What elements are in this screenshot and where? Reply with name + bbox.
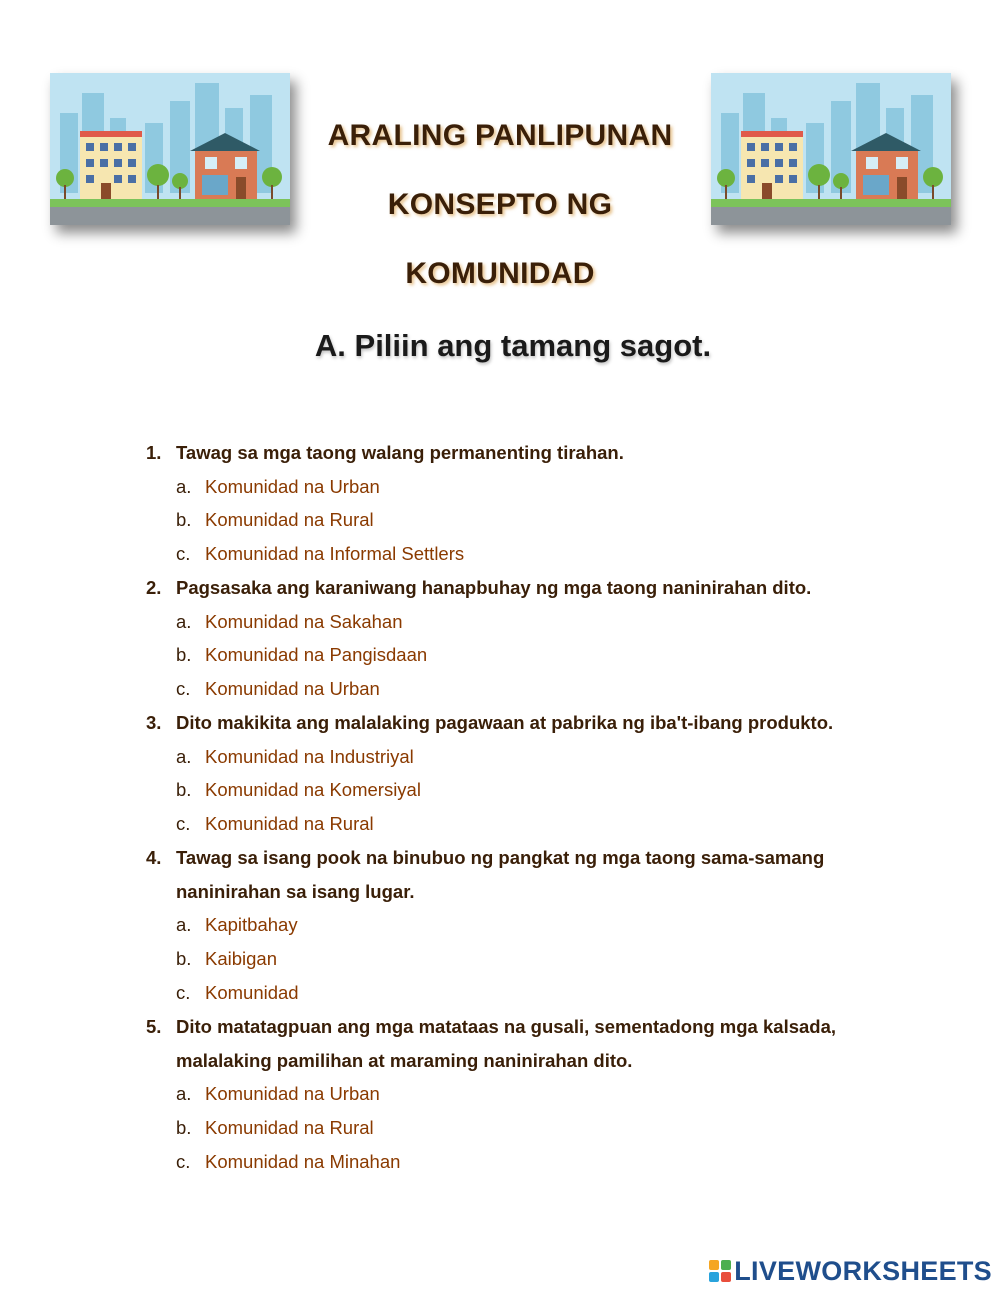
option-letter: b. (176, 948, 192, 969)
option-text: Komunidad na Industriyal (205, 746, 414, 767)
option-text: Kaibigan (205, 948, 278, 969)
question-4-continued: naninirahan sa isang lugar. (176, 881, 415, 902)
question-5-continued: malalaking pamilihan at maraming naninirahan dito. (176, 1050, 633, 1071)
question-number: 4. (146, 847, 162, 868)
option-text: Komunidad na Komersiyal (205, 779, 421, 800)
option-letter: c. (176, 813, 191, 834)
option-text: Komunidad na Urban (205, 1083, 380, 1104)
title-line-1: ARALING PANLIPUNAN (327, 119, 673, 152)
option-letter: a. (176, 746, 192, 767)
option-text: Komunidad na Minahan (205, 1151, 401, 1172)
option-4c[interactable] (176, 982, 299, 1004)
option-letter: b. (176, 1117, 192, 1138)
question-text: Pagsasaka ang karaniwang hanapbuhay ng mga taong naninirahan dito. (176, 577, 812, 598)
option-text: Komunidad na Rural (205, 813, 374, 834)
question-number: 5. (146, 1016, 162, 1037)
option-2c[interactable] (176, 678, 380, 700)
option-2b[interactable] (176, 644, 427, 666)
option-5c[interactable] (176, 1151, 400, 1173)
option-letter: a. (176, 914, 192, 935)
option-text: Komunidad (205, 982, 299, 1003)
question-text: Tawag sa mga taong walang permanenting tirahan. (176, 442, 624, 463)
liveworksheets-logo-icon (709, 1260, 731, 1282)
option-text: Komunidad na Sakahan (205, 611, 403, 632)
option-2a[interactable] (176, 611, 402, 633)
option-letter: c. (176, 1151, 191, 1172)
option-letter: c. (176, 982, 191, 1003)
option-text: Kapitbahay (205, 914, 298, 935)
question-text: Dito matatagpuan ang mga matataas na gusali, sementadong mga kalsada, (176, 1016, 837, 1037)
option-text: Komunidad na Urban (205, 476, 380, 497)
option-5a[interactable] (176, 1083, 380, 1105)
question-4 (146, 847, 824, 869)
question-text: Dito makikita ang malalaking pagawaan at pabrika ng iba't-ibang produkto. (176, 712, 834, 733)
question-2 (146, 577, 811, 599)
option-3a[interactable] (176, 746, 414, 768)
question-number: 3. (146, 712, 162, 733)
option-letter: a. (176, 1083, 192, 1104)
option-text: Komunidad na Rural (205, 509, 374, 530)
title-line-2: KONSEPTO NG (387, 188, 613, 221)
question-number: 2. (146, 577, 162, 598)
option-letter: a. (176, 476, 192, 497)
question-1 (146, 442, 624, 464)
logo-text: LIVEWORKSHEETS (734, 1255, 992, 1286)
option-text: Komunidad na Pangisdaan (205, 644, 428, 665)
option-text: Komunidad na Urban (205, 678, 380, 699)
liveworksheets-logo[interactable] (709, 1255, 992, 1287)
option-letter: c. (176, 678, 191, 699)
option-4b[interactable] (176, 948, 277, 970)
option-3b[interactable] (176, 779, 421, 801)
option-5b[interactable] (176, 1117, 374, 1139)
option-3c[interactable] (176, 813, 374, 835)
option-1a[interactable] (176, 476, 380, 498)
question-3 (146, 712, 833, 734)
option-1c[interactable] (176, 543, 464, 565)
option-letter: b. (176, 779, 192, 800)
title-line-3: KOMUNIDAD (405, 257, 595, 290)
question-text: Tawag sa isang pook na binubuo ng pangkat ng mga taong sama-samang (176, 847, 825, 868)
instruction-heading: A. Piliin ang tamang sagot. (314, 328, 712, 363)
option-letter: b. (176, 644, 192, 665)
option-1b[interactable] (176, 509, 374, 531)
option-text: Komunidad na Informal Settlers (205, 543, 465, 564)
option-letter: a. (176, 611, 192, 632)
option-4a[interactable] (176, 914, 298, 936)
option-letter: c. (176, 543, 191, 564)
option-letter: b. (176, 509, 192, 530)
question-number: 1. (146, 442, 162, 463)
option-text: Komunidad na Rural (205, 1117, 374, 1138)
question-5 (146, 1016, 836, 1038)
